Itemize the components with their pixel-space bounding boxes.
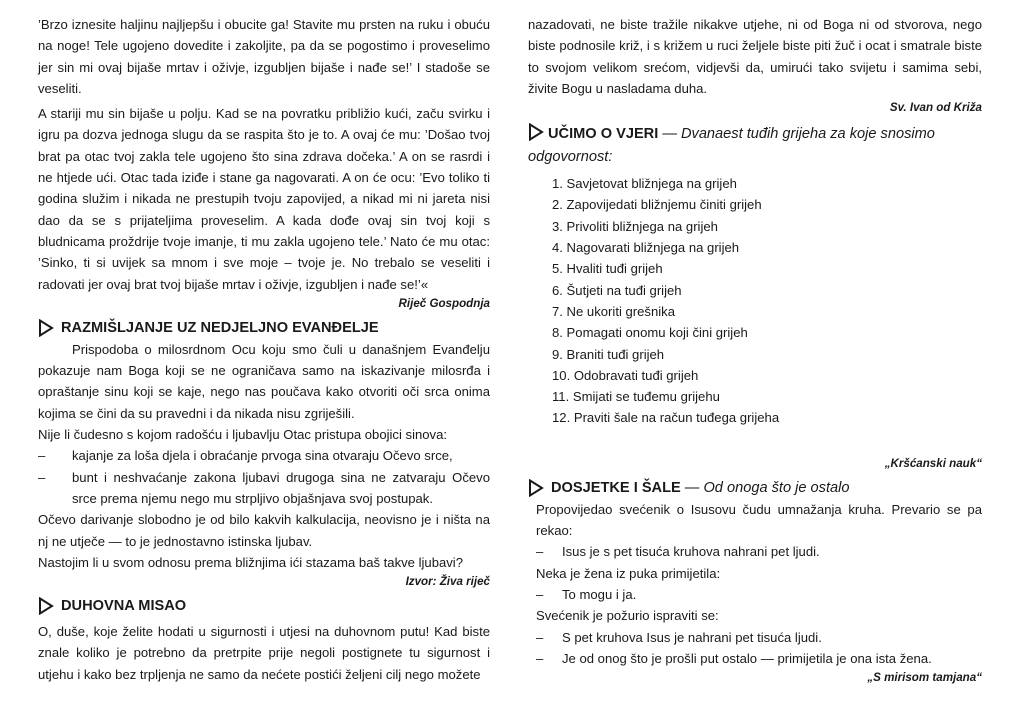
faith-heading-text: UČIMO O VJERI: [548, 126, 659, 143]
faith-heading: [528, 123, 982, 169]
jokes-line-3: [528, 627, 982, 648]
spiritual-paragraph-continued: nazadovati, ne biste tražile nikakve utjehe, ni od Boga ni od stvorova, nego biste podnosile križ, i s križem u ruci željele biste piti žuč i ocat i smatrale biste to svojom velikom srećom, vidjevši da, umirući tako svijetu i samima sebi, živite Bogu u nasladama duha.: [528, 17, 982, 96]
jokes-line-4: [528, 648, 982, 669]
jokes-heading-separator: —: [680, 479, 704, 496]
reflection-bullet-2: [38, 467, 490, 510]
jokes-paragraph-2: Neka je žena iz puka primijetila:: [536, 565, 721, 581]
sin-list-item: 8. Pomagati onomu koji čini grijeh: [552, 325, 748, 341]
spiritual-heading-text: DUHOVNA MISAO: [61, 598, 187, 615]
faith-heading-subtitle: Dvanaest tuđih grijeha za koje snosimo odgovornost:: [528, 126, 935, 166]
left-column: [38, 14, 490, 685]
reflection-source: Izvor: Živa riječ: [405, 575, 490, 589]
dash-marker: –: [38, 469, 46, 485]
gospel-paragraph-2: A stariji mu sin bijaše u polju. Kad se na povratku približio kući, začu svirku i igru pa dozva jednoga slugu da se raspita što je to. A ovaj će mu: ’Došao tvoj brat pa otac tvoj zakla tele ugojeno što sina zdrava dočeka.’ A on se rasrdi i ne htjede ući. Otac tada iziđe i stane ga nagovarati. A on će ocu: ’Evo toliko ti godina služim i nikada ne prestupih tvoju zapovijed, a nikad mi ni jareta nisi dao da se s prijateljima proveselim. A kada dođe ovaj sin tvoj koji s bludnicama proždrije tvoje imanje, ti mu zakla ugojeno tele.’ Nato će mu otac: ’Sinko, ti si uvijek sa mnom i sve moje – tvoje je. No trebalo se veseliti i radovati jer ovaj brat tvoj bijaše mrtav i oživje, izgubljen i nađe se!’«: [38, 106, 490, 292]
spiritual-heading: [38, 595, 490, 617]
sin-list-item: 6. Šutjeti na tuđi grijeh: [552, 282, 682, 298]
dash-marker: –: [536, 544, 544, 560]
jokes-heading-title: DOSJETKE I ŠALE: [551, 479, 681, 496]
sin-list-item: 9. Braniti tuđi grijeh: [552, 346, 665, 362]
triangle-right-icon: [38, 597, 54, 615]
jokes-heading: [528, 477, 982, 499]
jokes-source: „S mirisom tamjana“: [867, 671, 982, 685]
reflection-bullet-1: [38, 445, 490, 466]
dash-marker: –: [38, 448, 46, 464]
sin-list-item: 2. Zapovijedati bližnjemu činiti grijeh: [552, 197, 762, 213]
reflection-heading-text: RAZMIŠLJANJE UZ NEDJELJNO EVANĐELJE: [61, 319, 379, 336]
sin-list-item: 7. Ne ukoriti grešnika: [552, 303, 675, 319]
faith-source: „Kršćanski nauk“: [884, 456, 982, 470]
jokes-line-2: [528, 584, 982, 605]
sin-list-item: 5. Hvaliti tuđi grijeh: [552, 261, 663, 277]
dash-marker: –: [536, 629, 544, 645]
jokes-line-text: To mogu i ja.: [562, 586, 637, 602]
dash-marker: –: [536, 586, 544, 602]
triangle-right-icon: [528, 123, 544, 141]
sin-list-item: 3. Privoliti bližnjega na grijeh: [552, 218, 718, 234]
sins-list: [528, 173, 982, 429]
jokes-heading-text: [551, 477, 850, 499]
bullet-text: bunt i neshvaćanje zakona ljubavi drugoga sina ne zatvaraju Očevo srce prema njemu nego mu strpljivo objašnjava svoj postupak.: [72, 469, 490, 506]
faith-heading-separator: —: [658, 126, 681, 143]
spiritual-paragraph: O, duše, koje želite hodati u sigurnosti i utjesi na duhovnom putu! Kad biste znale koliko je potrebno da pretrpite prije negoli postignete tu sigurnost i utjehu i kako bez trpljenja ne samo da nećete postići željeni cilj nego možete: [38, 624, 490, 682]
reflection-paragraph-2: Nije li čudesno s kojom radošću i ljubavlju Otac pristupa obojici sinova:: [38, 427, 448, 443]
jokes-line-text: S pet kruhova Isus je nahrani pet tisuća ljudi.: [562, 629, 822, 645]
jokes-line-text: Je od onog što je prošli put ostalo — primijetila je ona ista žena.: [562, 650, 932, 666]
gospel-paragraph-1: ’Brzo iznesite haljinu najljepšu i obucite ga! Stavite mu prsten na ruku i obuću na noge! Tele ugojeno dovedite i zakoljite, pa da se pogostimo i proveselimo jer sin mi ovaj bijaše mrtav i oživje, izgubljen bijaše i nađe se!’ I stadoše se veseliti.: [38, 17, 490, 96]
jokes-paragraph-3: Svećenik je požurio ispraviti se:: [536, 608, 719, 624]
jokes-line-text: Isus je s pet tisuća kruhova nahrani pet ljudi.: [562, 544, 820, 560]
sin-list-item: 10. Odobravati tuđi grijeh: [552, 367, 699, 383]
reflection-heading: [38, 317, 490, 339]
bullet-text: kajanje za loša djela i obraćanje prvoga sina otvaraju Očevo srce,: [72, 448, 453, 464]
gospel-source: Riječ Gospodnja: [398, 296, 490, 310]
reflection-paragraph-3: Očevo darivanje slobodno je od bilo kakvih kalkulacija, neovisno je i ništa na nj ne utječe — to je jednostavno istinska ljubav.: [38, 512, 490, 549]
reflection-paragraph-4: Nastojim li u svom odnosu prema bližnjima ići stazama baš takve ljubavi?: [38, 554, 463, 570]
jokes-line-1: [528, 541, 982, 562]
reflection-paragraph-1: Prispodoba o milosrdnom Ocu koju smo čuli u današnjem Evanđelju pokazuje nam Boga koji se ne ograničava samo na iskazivanje milosrđa i opraštanje sinu koji se kaje, nego nas poučava kako otvoriti oči srca onima kojima se čini da su pravedni i da nikada nisu zgriješili.: [38, 341, 490, 421]
sin-list-item: 4. Nagovarati bližnjega na grijeh: [552, 240, 740, 256]
spiritual-source: Sv. Ivan od Križa: [889, 101, 982, 115]
sin-list-item: 11. Smijati se tuđemu grijehu: [552, 389, 720, 405]
sin-list-item: 12. Praviti šale na račun tuđega grijeha: [552, 410, 780, 426]
jokes-heading-subtitle: Od onoga što je ostalo: [703, 479, 850, 496]
jokes-paragraph-1: Propovijedao svećenik o Isusovu čudu umnažanja kruha. Prevario se pa rekao:: [536, 501, 982, 539]
triangle-right-icon: [528, 479, 544, 497]
dash-marker: –: [536, 650, 544, 666]
right-column: [528, 14, 982, 687]
sin-list-item: 1. Savjetovat bližnjega na grijeh: [552, 176, 737, 192]
triangle-right-icon: [38, 319, 54, 337]
